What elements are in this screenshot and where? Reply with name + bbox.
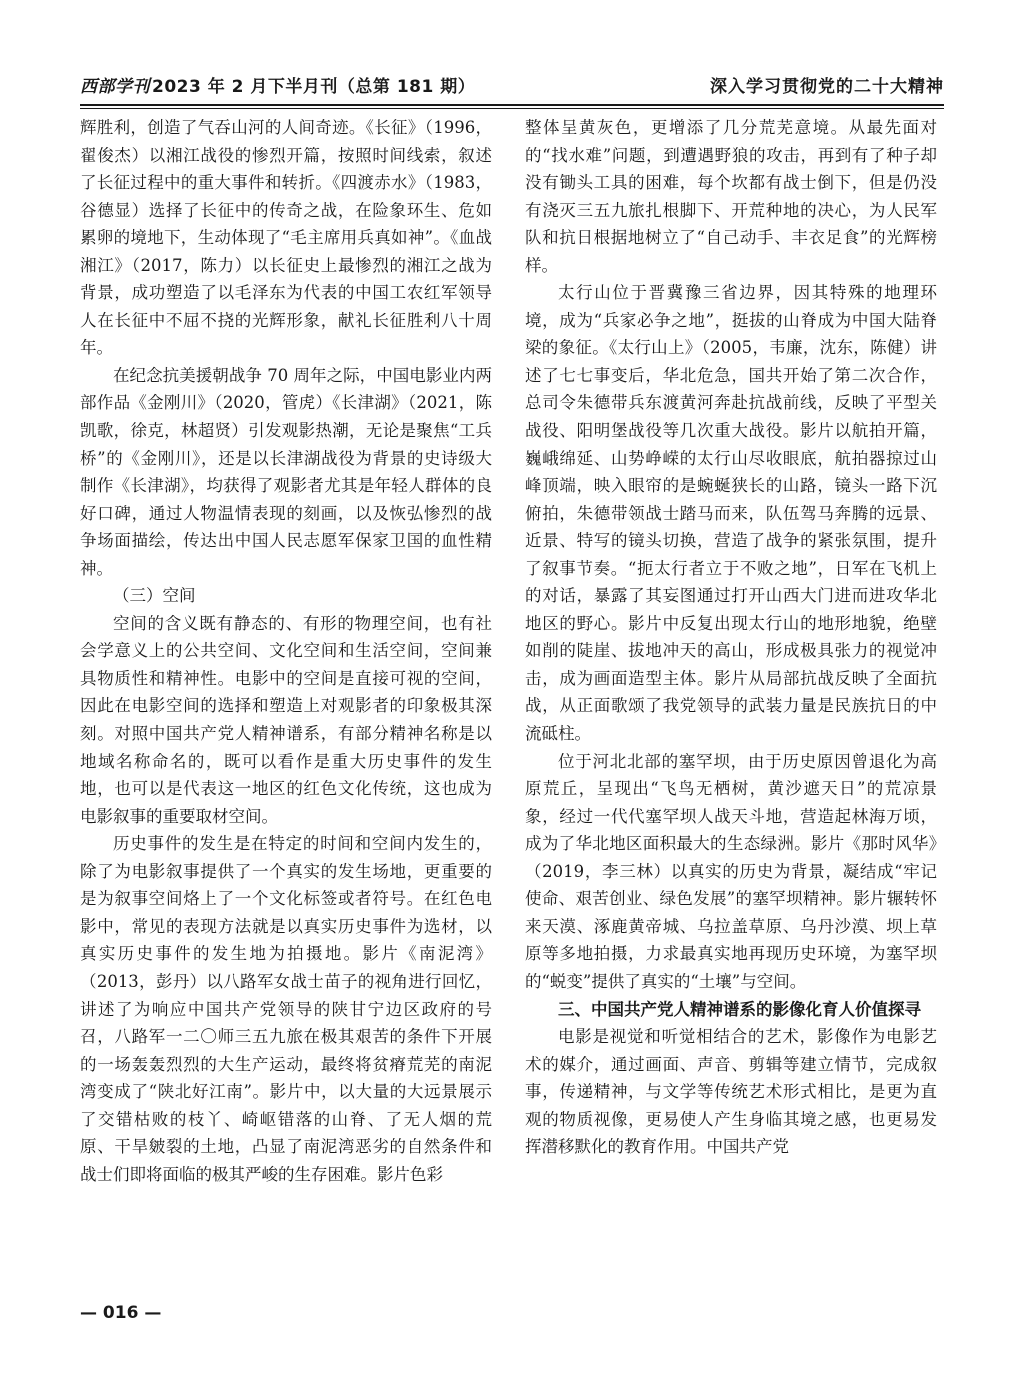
paragraph: 空间的含义既有静态的、有形的物理空间，也有社会学意义上的公共空间、文化空间和生活空间，空间兼具物质性和精神性。电影中的空间是直接可视的空间，因此在电影空间的选择和塑造上对观影者的印象极其深刻。对照中国共产党人精神谱系，有部分精神名称是以地域名称命名的，既可以看作是重大历史事件的发生地，也可以是代表这一地区的红色文化传统，这也成为电影叙事的重要取材空间。	[80, 613, 492, 826]
section-heading: 三、中国共产党人精神谱系的影像化育人价值探寻	[558, 999, 921, 1019]
issue-label: 2023 年 2 月下半月刊（总第 181 期）	[152, 77, 476, 97]
header-issue-info	[80, 72, 475, 97]
paragraph: 历史事件的发生是在特定的时间和空间内发生的，除了为电影叙事提供了一个真实的发生场地，更重要的是为叙事空间烙上了一个文化标签或者符号。在红色电影中，常见的表现方法就是以真实历史事件为选材，以真实历史事件的发生地为拍摄地。影片《南泥湾》（2013，彭丹）以八路军女战士苗子的视角进行回忆，讲述了为响应中国共产党领导的陕甘宁边区政府的号召，八路军一二〇师三五九旅在极其艰苦的条件下开展的一场轰轰烈烈的大生产运动，最终将贫瘠荒芜的南泥湾变成了“陕北好江南”。影片中，以大量的大远景展示了交错枯败的枝丫、崎岖错落的山脊、了无人烟的荒原、干旱皴裂的土地，凸显了南泥湾恶劣的自然条件和战士们即将面临的极其严峻的生存困难。影片色彩	[80, 834, 492, 1184]
left-column	[80, 114, 492, 1188]
paragraph: 位于河北北部的塞罕坝，由于历史原因曾退化为高原荒丘，呈现出“飞鸟无栖树，黄沙遮天日”的荒凉景象，经过一代代塞罕坝人战天斗地，营造起林海万顷，成为了华北地区面积最大的生态绿洲。影片《那时风华》（2019，李三林）以真实的历史为背景，凝结成“牢记使命、艰苦创业、绿色发展”的塞罕坝精神。影片辗转怀来天漠、涿鹿黄帝城、乌拉盖草原、乌丹沙漠、坝上草原等多地拍摄，力求最真实地再现历史环境，为塞罕坝的“蜕变”提供了真实的“土壤”与空间。	[525, 751, 937, 991]
paragraph: 辉胜利，创造了气吞山河的人间奇迹。《长征》（1996，翟俊杰）以湘江战役的惨烈开篇，按照时间线索，叙述了长征过程中的重大事件和转折。《四渡赤水》（1983，谷德显）选择了长征中的传奇之战，在险象环生、危如累卵的境地下，生动体现了“毛主席用兵真如神”。《血战湘江》（2017，陈力）以长征史上最惨烈的湘江之战为背景，成功塑造了以毛泽东为代表的中国工农红军领导人在长征中不屈不挠的光辉形象，献礼长征胜利八十周年。	[80, 118, 492, 358]
paragraph: 在纪念抗美援朝战争 70 周年之际，中国电影业内两部作品《金刚川》（2020，管虎）《长津湖》（2021，陈凯歌，徐克，林超贤）引发观影热潮，无论是聚焦“工兵桥”的《金刚川》，还是以长津湖战役为背景的史诗级大制作《长津湖》，均获得了观影者尤其是年轻人群体的良好口碑，通过人物温情表现的刻画，以及恢弘惨烈的战争场面描绘，传达出中国人民志愿军保家卫国的血性精神。	[80, 365, 492, 578]
header-rule-thin	[80, 108, 944, 109]
header-rule	[80, 104, 944, 106]
paragraph: 太行山位于晋冀豫三省边界，因其特殊的地理环境，成为“兵家必争之地”，挺拔的山脊成为中国大陆脊梁的象征。《太行山上》（2005，韦廉，沈东，陈健）讲述了七七事变后，华北危急，国共开始了第二次合作，总司令朱德带兵东渡黄河奔赴抗战前线，反映了平型关战役、阳明堡战役等几次重大战役。影片以航拍开篇，巍峨绵延、山势峥嵘的太行山尽收眼底，航拍器掠过山峰顶端，映入眼帘的是蜿蜒狭长的山路，镜头一路下沉俯拍，朱德带领战士踏马而来，队伍驾马奔腾的远景、近景、特写的镜头切换，营造了战争的紧张氛围，提升了叙事节奏。“扼太行者立于不败之地”，日军在飞机上的对话，暴露了其妄图通过打开山西大门进而进攻华北地区的野心。影片中反复出现太行山的地形地貌，绝壁如削的陡崖、拔地冲天的高山，形成极具张力的视觉冲击，成为画面造型主体。影片从局部抗战反映了全面抗战，从正面歌颂了我党领导的武装力量是民族抗日的中流砥柱。	[525, 283, 937, 744]
right-column	[525, 114, 937, 1161]
paragraph: 整体呈黄灰色，更增添了几分荒芜意境。从最先面对的“找水难”问题，到遭遇野狼的攻击，再到有了种子却没有锄头工具的困难，每个坎都有战士倒下，但是仍没有浇灭三五九旅扎根脚下、开荒种地的决心，为人民军队和抗日根据地树立了“自己动手、丰衣足食”的光辉榜样。	[525, 118, 937, 275]
subsection-heading: （三）空间	[113, 586, 196, 606]
paragraph: 电影是视觉和听觉相结合的艺术，影像作为电影艺术的媒介，通过画面、声音、剪辑等建立情节，完成叙事，传递精神，与文学等传统艺术形式相比，是更为直观的物质视像，更易使人产生身临其境之感，也更易发挥潜移默化的教育作用。中国共产党	[525, 1027, 937, 1157]
section-title: 深入学习贯彻党的二十大精神	[710, 77, 944, 97]
page-number: — 016 —	[80, 1303, 162, 1323]
running-header	[80, 66, 944, 102]
journal-name: 西部学刊	[80, 77, 150, 97]
